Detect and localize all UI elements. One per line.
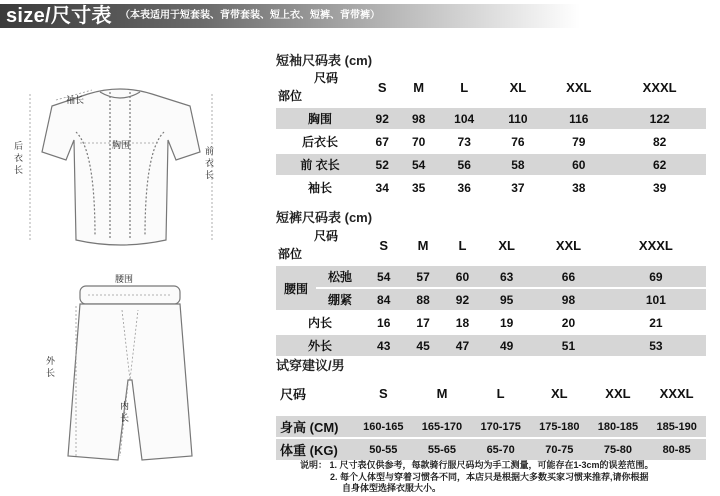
header <box>0 0 720 33</box>
chest-label: 胸围 <box>112 140 131 150</box>
value-cell: 88 <box>403 289 442 310</box>
value-cell: 19 <box>482 312 531 333</box>
corner-top: 尺码 <box>314 71 339 85</box>
value-cell: 110 <box>492 108 545 129</box>
value-cell: 58 <box>492 154 545 175</box>
value-cell: 79 <box>544 131 613 152</box>
value-cell: 63 <box>482 266 531 287</box>
size-cell: S <box>364 226 403 264</box>
table-row <box>276 154 706 175</box>
table-row <box>276 177 706 198</box>
waist-label: 腰围 <box>115 274 134 284</box>
value-cell: 116 <box>544 108 613 129</box>
value-cell: 98 <box>400 108 436 129</box>
page-subtitle: （本表适用于短套装、背带套装、短上衣、短裤、背带裤） <box>120 10 380 21</box>
size-cell: M <box>403 226 442 264</box>
row-label: 袖长 <box>276 177 364 198</box>
value-cell: 175-180 <box>530 416 589 437</box>
corner-bottom: 部位 <box>278 247 303 261</box>
value-cell: 60 <box>544 154 613 175</box>
value-cell: 45 <box>403 335 442 356</box>
value-cell: 60 <box>443 266 482 287</box>
value-cell: 37 <box>492 177 545 198</box>
value-cell: 84 <box>364 289 403 310</box>
table-row <box>276 312 706 333</box>
notes-prefix: 说明： <box>300 460 328 470</box>
value-cell: 67 <box>364 131 400 152</box>
value-cell: 20 <box>531 312 606 333</box>
value-cell: 47 <box>443 335 482 356</box>
short-sleeve-table <box>276 66 706 200</box>
size-label: 尺码 <box>276 378 354 408</box>
value-cell: 53 <box>606 335 706 356</box>
value-cell: 76 <box>492 131 545 152</box>
value-cell: 62 <box>613 154 706 175</box>
size-header-row <box>276 68 706 106</box>
value-cell: 34 <box>364 177 400 198</box>
value-cell: 69 <box>606 266 706 287</box>
value-cell: 52 <box>364 154 400 175</box>
jersey-sketch <box>0 80 240 260</box>
size-cell: S <box>364 68 400 106</box>
value-cell: 49 <box>482 335 531 356</box>
corner-top: 尺码 <box>314 229 339 243</box>
size-cell: XXL <box>544 68 613 106</box>
size-cell: XXXL <box>613 68 706 106</box>
size-header-row <box>276 226 706 264</box>
value-cell: 75-80 <box>589 439 648 460</box>
table-row <box>276 108 706 129</box>
shorts-title: 短裤尺码表 (cm) <box>276 210 373 225</box>
sleeve-label: 袖长 <box>66 95 85 105</box>
value-cell: 51 <box>531 335 606 356</box>
value-cell: 92 <box>443 289 482 310</box>
corner-bottom: 部位 <box>278 89 303 103</box>
size-cell: XXL <box>589 378 648 408</box>
note-line: 2. 每个人体型与穿着习惯各不同，本店只是根据大多数买家习惯来推荐,请你根据 <box>330 471 649 482</box>
table-row <box>276 131 706 152</box>
short-sleeve-title: 短袖尺码表 (cm) <box>276 53 373 68</box>
shorts-sketch <box>40 280 220 470</box>
corner-cell <box>276 68 364 106</box>
value-cell: 43 <box>364 335 403 356</box>
size-cell: L <box>443 226 482 264</box>
value-cell: 98 <box>531 289 606 310</box>
value-cell: 54 <box>400 154 436 175</box>
value-cell: 35 <box>400 177 436 198</box>
row-label: 胸围 <box>276 108 364 129</box>
value-cell: 180-185 <box>589 416 648 437</box>
value-cell: 92 <box>364 108 400 129</box>
value-cell: 54 <box>364 266 403 287</box>
note-line <box>300 460 654 472</box>
value-cell: 73 <box>437 131 492 152</box>
outseam-label: 外长 <box>46 356 56 378</box>
size-cell: XXXL <box>647 378 706 408</box>
note-1: 1. 尺寸表仅供参考，每款骑行服尺码均为手工测量，可能存在1-3cm的误差范围。 <box>329 460 654 470</box>
fit-title: 试穿建议/男 <box>276 358 345 373</box>
weight-label: 体重 (KG) <box>276 439 354 460</box>
front-length-label: 前衣长 <box>205 146 215 180</box>
row-label: 内长 <box>276 312 364 333</box>
value-cell: 39 <box>613 177 706 198</box>
row-label: 后衣长 <box>276 131 364 152</box>
size-cell: XXXL <box>606 226 706 264</box>
value-cell: 65-70 <box>471 439 530 460</box>
size-cell: S <box>354 378 413 408</box>
size-cell: L <box>471 378 530 408</box>
value-cell: 50-55 <box>354 439 413 460</box>
fit-table <box>276 376 706 462</box>
table-row <box>276 416 706 437</box>
value-cell: 104 <box>437 108 492 129</box>
inseam-label: 内长 <box>120 401 130 423</box>
value-cell: 122 <box>613 108 706 129</box>
notes <box>300 460 654 495</box>
value-cell: 36 <box>437 177 492 198</box>
value-cell: 16 <box>364 312 403 333</box>
back-length-label: 后衣长 <box>14 141 24 175</box>
row-label: 前 衣长 <box>276 154 364 175</box>
size-cell: XL <box>492 68 545 106</box>
size-cell: L <box>437 68 492 106</box>
value-cell: 66 <box>531 266 606 287</box>
value-cell: 70-75 <box>530 439 589 460</box>
value-cell: 82 <box>613 131 706 152</box>
value-cell: 170-175 <box>471 416 530 437</box>
row-label: 绷紧 <box>316 289 364 310</box>
value-cell: 21 <box>606 312 706 333</box>
table-row <box>276 266 706 287</box>
value-cell: 70 <box>400 131 436 152</box>
value-cell: 17 <box>403 312 442 333</box>
size-cell: M <box>400 68 436 106</box>
value-cell: 160-165 <box>354 416 413 437</box>
size-header-row <box>276 378 706 408</box>
size-cell: XL <box>482 226 531 264</box>
value-cell: 57 <box>403 266 442 287</box>
value-cell: 55-65 <box>413 439 472 460</box>
waist-group-label: 腰围 <box>276 266 316 310</box>
table-row <box>276 439 706 460</box>
value-cell: 185-190 <box>647 416 706 437</box>
value-cell: 80-85 <box>647 439 706 460</box>
table-row <box>276 335 706 356</box>
note-line: 自身体型选择衣服大小。 <box>342 483 442 493</box>
row-label: 松弛 <box>316 266 364 287</box>
value-cell: 95 <box>482 289 531 310</box>
value-cell: 56 <box>437 154 492 175</box>
row-label: 外长 <box>276 335 364 356</box>
height-label: 身高 (CM) <box>276 416 354 437</box>
value-cell: 38 <box>544 177 613 198</box>
value-cell: 18 <box>443 312 482 333</box>
table-row <box>276 289 706 310</box>
size-cell: M <box>413 378 472 408</box>
value-cell: 101 <box>606 289 706 310</box>
value-cell: 165-170 <box>413 416 472 437</box>
shorts-table <box>276 224 706 358</box>
size-cell: XL <box>530 378 589 408</box>
corner-cell <box>276 226 364 264</box>
page-title: size/尺寸表 <box>6 5 112 27</box>
size-cell: XXL <box>531 226 606 264</box>
